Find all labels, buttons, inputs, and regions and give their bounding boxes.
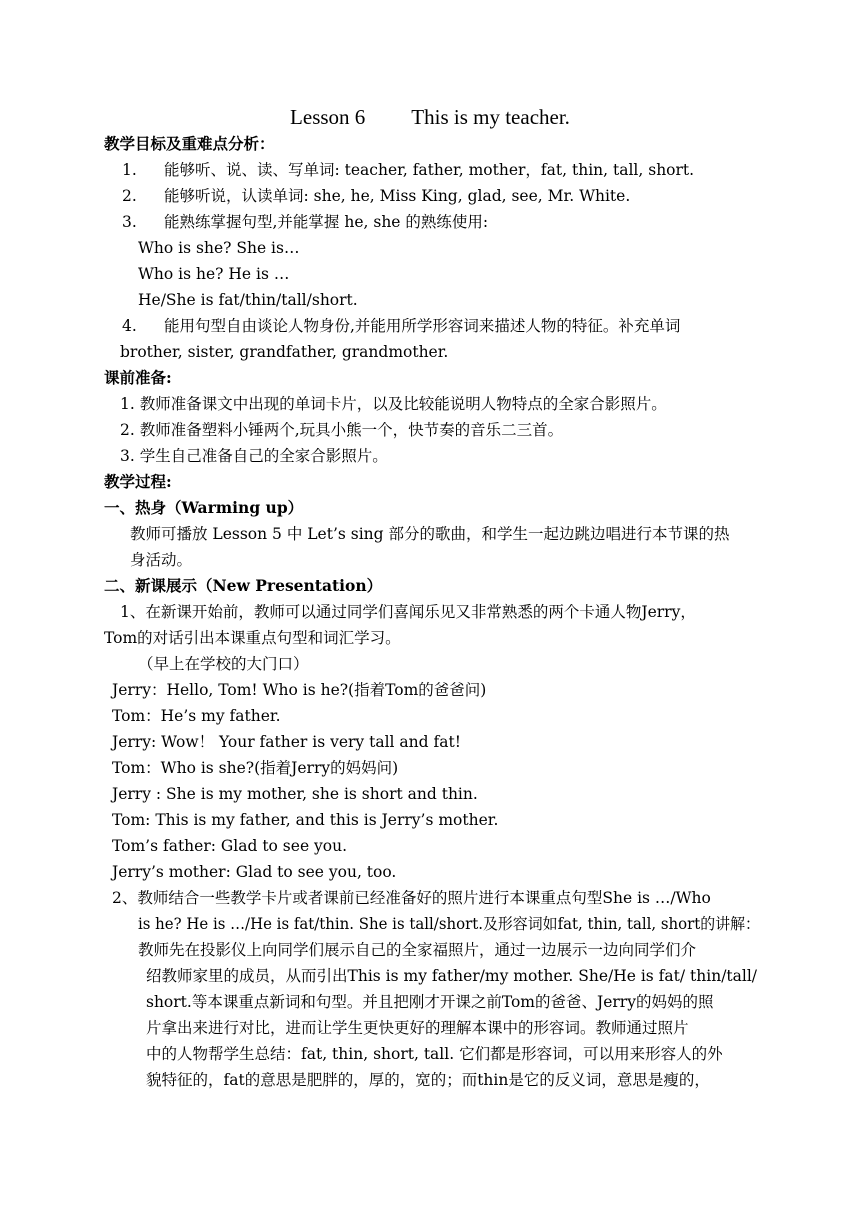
prep-heading: 课前准备:	[104, 368, 172, 387]
process-heading: 教学过程:	[104, 472, 172, 491]
explanation-paragraph: 教师先在投影仪上向同学们展示自己的全家福照片，通过一边展示一边向同学们介	[138, 941, 697, 959]
lesson-name: This is my teacher.	[411, 105, 570, 129]
dialogue-scene: （早上在学校的大门口）	[138, 655, 309, 673]
objective-number: 3.	[122, 213, 137, 231]
objective-item	[122, 316, 680, 336]
presentation-paragraph: is he? He is …/He is fat/thin. She is tall/short.及形容词如fat, thin, tall, short的讲解：	[138, 915, 760, 933]
presentation-paragraph: 2、教师结合一些教学卡片或者课前已经准备好的照片进行本课重点句型She is …/Who	[112, 889, 711, 907]
objective-number: 2.	[122, 187, 137, 205]
objective-continuation: brother, sister, grandfather, grandmother.	[120, 343, 449, 361]
objective-text: 能熟练掌握句型,并能掌握 he, she 的熟练使用:	[164, 213, 489, 231]
objective-text: 能够听、说、读、写单词: teacher, father, mother，fat, thin, tall, short.	[164, 161, 695, 179]
explanation-paragraph: 片拿出来进行对比，进而让学生更快更好的理解本课中的形容词。教师通过照片	[146, 1019, 689, 1037]
dialogue-line: Jerry’s mother: Glad to see you, too.	[112, 863, 397, 881]
objective-number: 1.	[122, 161, 137, 179]
dialogue-line: Tom：Who is she?(指着Jerry的妈妈问)	[112, 759, 399, 777]
presentation-paragraph: 1、在新课开始前，教师可以通过同学们喜闻乐见又非常熟悉的两个卡通人物Jerry，	[120, 603, 696, 621]
presentation-heading: 二、新课展示（New Presentation）	[104, 576, 383, 595]
prep-item: 1. 教师准备课文中出现的单词卡片，以及比较能说明人物特点的全家合影照片。	[120, 395, 667, 413]
objective-item	[122, 160, 694, 180]
prep-item: 3. 学生自己准备自己的全家合影照片。	[120, 447, 388, 465]
sentence-pattern: Who is he? He is …	[138, 265, 290, 283]
objectives-heading: 教学目标及重难点分析：	[104, 134, 275, 153]
dialogue-line: Tom’s father: Glad to see you.	[112, 837, 348, 855]
sentence-pattern: Who is she? She is…	[138, 239, 300, 257]
objective-text: 能用句型自由谈论人物身份,并能用所学形容词来描述人物的特征。补充单词	[164, 317, 681, 335]
explanation-paragraph: 中的人物帮学生总结：fat, thin, short, tall. 它们都是形容词，可以用来形容人的外	[146, 1045, 723, 1063]
objective-number: 4.	[122, 317, 137, 335]
objective-item	[122, 186, 630, 206]
dialogue-line: Jerry : She is my mother, she is short and thin.	[112, 785, 478, 803]
sentence-pattern: He/She is fat/thin/tall/short.	[138, 291, 358, 309]
dialogue-line: Tom：He’s my father.	[112, 707, 281, 725]
dialogue-line: Jerry：Hello, Tom! Who is he?(指着Tom的爸爸问)	[112, 681, 487, 699]
explanation-paragraph: short.等本课重点新词和句型。并且把刚才开课之前Tom的爸爸、Jerry的妈妈的照	[146, 993, 714, 1011]
prep-item: 2. 教师准备塑料小锤两个,玩具小熊一个，快节奏的音乐二三首。	[120, 421, 564, 439]
warmup-text: 教师可播放 Lesson 5 中 Let’s sing 部分的歌曲，和学生一起边跳边唱进行本节课的热	[130, 525, 730, 543]
lesson-number: Lesson 6	[290, 105, 366, 129]
presentation-paragraph: Tom的对话引出本课重点句型和词汇学习。	[104, 629, 401, 647]
warmup-text: 身活动。	[130, 551, 193, 569]
explanation-paragraph: 貌特征的，fat的意思是肥胖的，厚的，宽的；而thin是它的反义词，意思是瘦的，	[146, 1071, 710, 1089]
objective-item	[122, 212, 488, 232]
dialogue-line: Tom: This is my father, and this is Jerry’s mother.	[112, 811, 499, 829]
lesson-title	[0, 104, 860, 130]
warmup-heading: 一、热身（Warming up）	[104, 498, 304, 517]
explanation-paragraph: 绍教师家里的成员，从而引出This is my father/my mother. She/He is fat/ thin/tall/	[146, 967, 758, 985]
objective-text: 能够听说，认读单词: she, he, Miss King, glad, see, Mr. White.	[164, 187, 631, 205]
dialogue-line: Jerry: Wow！ Your father is very tall and fat!	[112, 733, 461, 751]
